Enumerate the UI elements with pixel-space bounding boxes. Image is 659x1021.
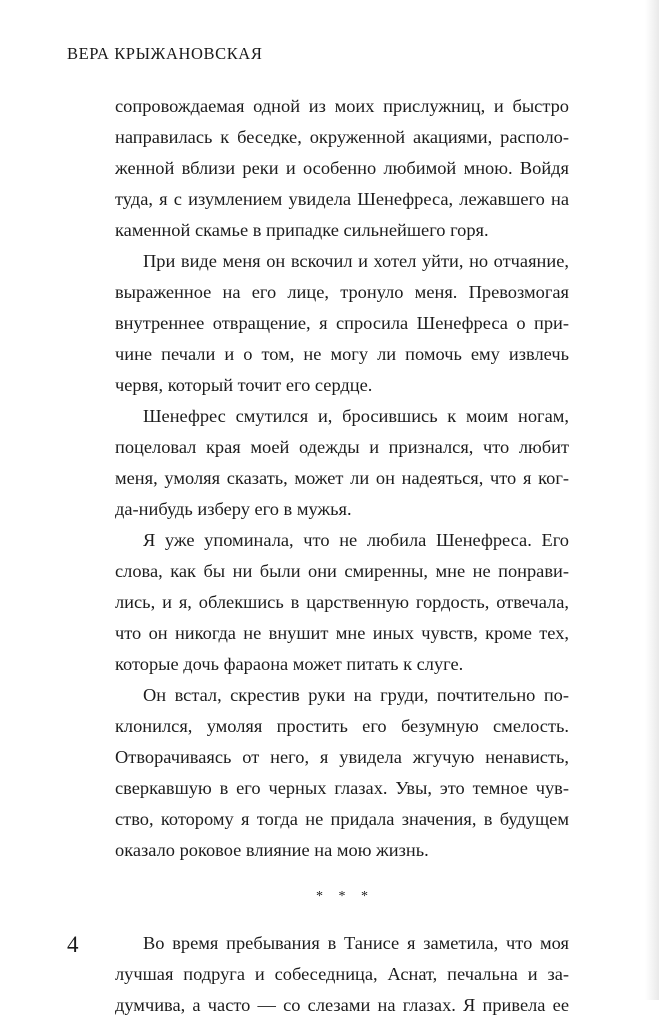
text-line: что он никогда не внушит мне иных чувств, кроме тех, [115, 623, 569, 643]
text-line: червя, который точит его сердце. [115, 375, 373, 395]
text-line: При виде меня он вскочил и хотел уйти, но отчаяние, [143, 251, 569, 271]
paragraph [115, 401, 569, 525]
text-line: Он встал, скрестив руки на груди, почтительно по- [143, 685, 569, 705]
paragraph [115, 680, 569, 866]
text-line: клонился, умоляя простить его безумную смелость. [115, 716, 569, 736]
text-line: слова, как бы ни были они смиренны, мне не понрави- [115, 561, 569, 581]
page-edge-shadow [645, 0, 659, 1000]
text-line: Во время пребывания в Танисе я заметила, что моя [143, 933, 569, 953]
page-number: 4 [67, 932, 79, 957]
paragraph [115, 246, 569, 401]
text-line: направилась к беседке, окруженной акациями, располо- [115, 127, 569, 147]
text-line: выраженное на его лице, тронуло меня. Превозмогая [115, 282, 569, 302]
text-line: сопровождаемая одной из моих прислужниц, и быстро [115, 96, 569, 116]
text-line: да-нибудь изберу его в мужья. [115, 499, 352, 519]
text-line: которые дочь фараона может питать к слуге. [115, 654, 464, 674]
text-line: думчива, а часто — со слезами на глазах. Я привела ее [115, 995, 569, 1015]
paragraph [115, 525, 569, 680]
text-line: внутреннее отвращение, я спросила Шенефреса о при- [115, 313, 569, 333]
text-line: туда, я с изумлением увидела Шенефреса, лежавшего на [115, 189, 569, 209]
text-line: лучшая подруга и собеседница, Аснат, печальна и за- [115, 964, 569, 984]
text-line: оказало роковое влияние на мою жизнь. [115, 840, 429, 860]
section-break-asterisks: * * * [316, 889, 374, 904]
text-line: женной вблизи реки и особенно любимой мною. Войдя [115, 158, 569, 178]
body-text [115, 91, 569, 1021]
paragraph [115, 928, 569, 1021]
text-line: меня, умоляя сказать, может ли он надеяться, что я ког- [115, 468, 569, 488]
text-line: Шенефрес смутился и, бросившись к моим ногам, [143, 406, 569, 426]
paragraph [115, 91, 569, 246]
text-line: поцеловал края моей одежды и признался, что любит [115, 437, 569, 457]
text-line: ство, которому я тогда не придала значения, в будущем [115, 809, 569, 829]
text-line: Я уже упоминала, что не любила Шенефреса. Его [143, 530, 569, 550]
text-line: лись, и я, облекшись в царственную гордость, отвечала, [115, 592, 569, 612]
text-line: сверкавшую в его черных глазах. Увы, это темное чув- [115, 778, 569, 798]
text-line: каменной скамье в припадке сильнейшего горя. [115, 220, 489, 240]
running-head-author: ВЕРА КРЫЖАНОВСКАЯ [67, 44, 263, 63]
text-line: чине печали и о том, не могу ли помочь ему извлечь [115, 344, 569, 364]
text-line: Отворачиваясь от него, я увидела жгучую ненависть, [115, 747, 569, 767]
